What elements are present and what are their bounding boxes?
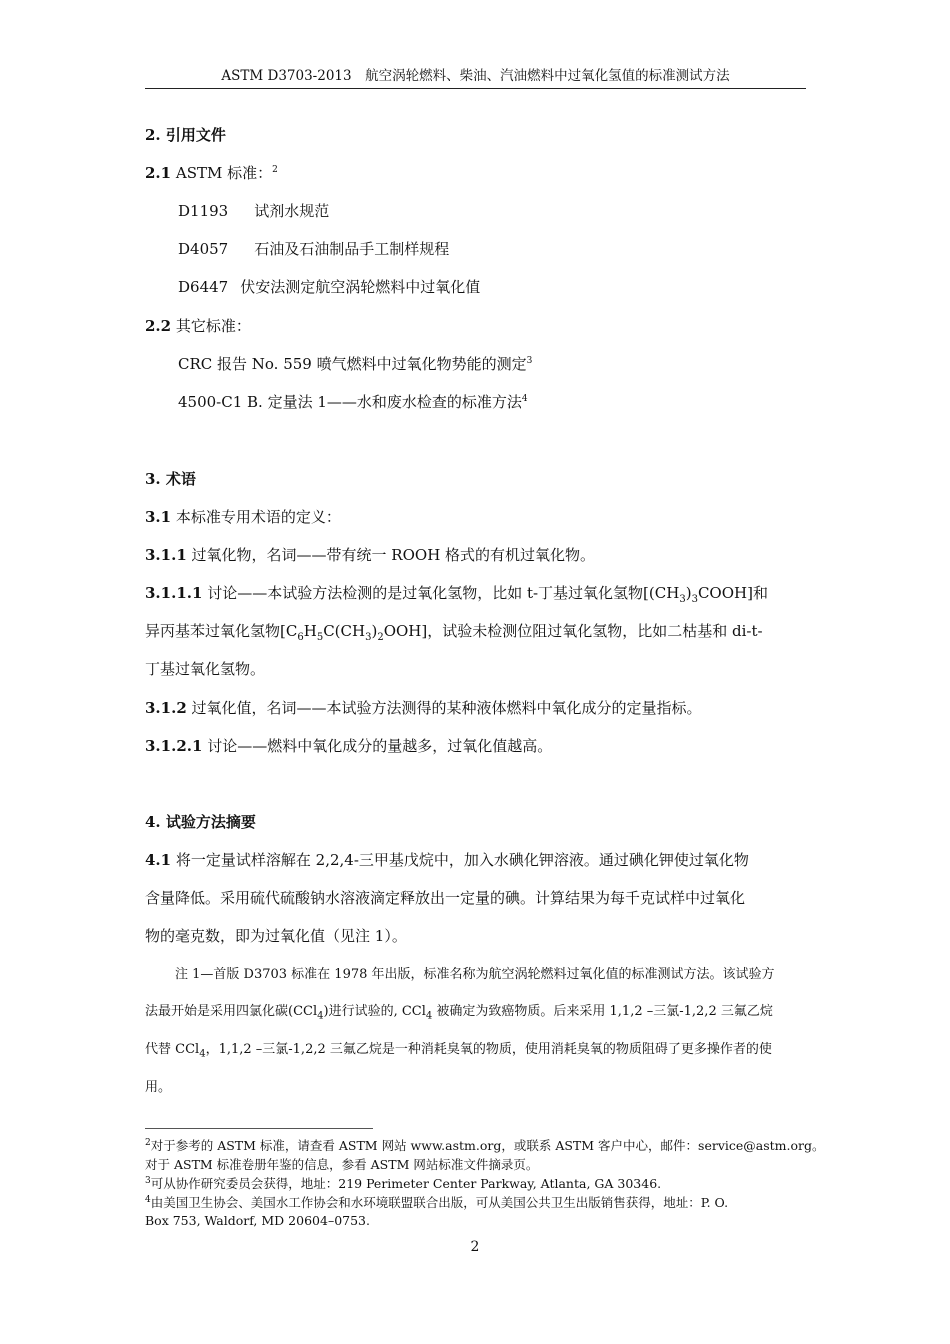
note-1-line1: 注 1—首版 D3703 标准在 1978 年出版，标准名称为航空涡轮燃料过氧化值的标准测试方法。该试验方 [175, 967, 775, 982]
running-header: ASTM D3703-2013 航空涡轮燃料、柴油、汽油燃料中过氧化氢值的标准测试方法 [221, 68, 730, 84]
footnote-4-line2: Box 753, Waldorf, MD 20604–0753. [145, 1213, 370, 1228]
text-run: ) [685, 584, 692, 602]
subscript: 5 [316, 632, 324, 643]
footnote-ref: 4 [521, 394, 528, 404]
footnote-ref: 3 [526, 356, 533, 366]
clause-3-1-1-1 [145, 582, 768, 604]
text-run: 讨论——本试验方法检测的是过氧化氢物，比如 t-丁基过氧化氢物[(CH [202, 584, 680, 602]
clause-number: 3.1.2.1 [145, 737, 203, 755]
clause-text: 过氧化物，名词——带有统一 ROOH 格式的有机过氧化物。 [186, 546, 596, 564]
other-standard-text: 4500-C1 B. 定量法 1——水和废水检查的标准方法 [178, 393, 522, 411]
text-run: 法最开始是采用四氯化碳(CCl [145, 1004, 318, 1019]
clause-number: 3.1 [145, 508, 172, 526]
clause-number: 4.1 [145, 851, 172, 869]
header-rule [145, 88, 806, 89]
text-run: H [303, 622, 317, 640]
page-number: 2 [470, 1239, 480, 1255]
footnote-marker: 3 [145, 1175, 151, 1186]
footnote-text: 可从协作研究委员会获得，地址：219 Perimeter Center Parkway, Atlanta, GA 30346. [150, 1176, 662, 1191]
text-run: ) [371, 622, 378, 640]
clause-4-1-line2: 含量降低。采用硫代硫酸钠水溶液滴定释放出一定量的碘。计算结果为每千克试样中过氧化 [145, 889, 746, 907]
ref-code: D1193 [178, 202, 229, 220]
footnote-text: 由美国卫生协会、美国水工作协会和水环境联盟联合出版，可从美国公共卫生出版销售获得，地址：P. O. [150, 1195, 729, 1210]
clause-3-1-1-1-line2 [145, 620, 763, 642]
clause-text: 本标准专用术语的定义： [171, 508, 341, 526]
clause-3-1-2 [145, 697, 702, 719]
footnote-2-line2: 对于 ASTM 标准卷册年鉴的信息，参看 ASTM 网站标准文件摘录页。 [145, 1157, 539, 1172]
text-run: OOH]，试验未检测位阻过氧化氢物，比如二枯基和 di-t- [383, 622, 763, 640]
subscript: 3 [679, 594, 686, 605]
subscript: 3 [691, 594, 698, 605]
text-run: C(CH [323, 622, 366, 640]
section-2-heading: 2. 引用文件 [145, 126, 226, 144]
clause-text: 讨论——燃料中氧化成分的量越多，过氧化值越高。 [202, 737, 553, 755]
section-4-heading: 4. 试验方法摘要 [145, 813, 256, 831]
footnote-marker: 4 [145, 1194, 151, 1205]
clause-number: 2.2 [145, 317, 172, 335]
text-run: 将一定量试样溶解在 2,2,4-三甲基戊烷中，加入水碘化钾溶液。通过碘化钾使过氧化物 [171, 851, 749, 869]
clause-number: 3.1.1 [145, 546, 187, 564]
footnote-2 [145, 1137, 825, 1155]
note-1-line3 [145, 1039, 772, 1061]
subscript: 6 [297, 632, 304, 643]
subscript: 4 [425, 1010, 433, 1022]
ref-title: 石油及石油制品手工制样规程 [254, 240, 450, 258]
subscript: 4 [317, 1010, 324, 1022]
note-1-line2 [145, 1001, 773, 1023]
clause-4-1-line3: 物的毫克数，即为过氧化值（见注 1）。 [145, 927, 407, 945]
text-run: 被确定为致癌物质。后来采用 1,1,2 –三氯-1,2,2 三氟乙烷 [432, 1004, 773, 1019]
text-run: 代替 CCl [145, 1042, 200, 1057]
clause-3-1-1 [145, 544, 595, 566]
clause-3-1-1-1-line3: 丁基过氧化氢物。 [145, 660, 266, 678]
clause-2-2 [145, 315, 251, 337]
ref-item [178, 238, 449, 260]
clause-text: 过氧化值，名词——本试验方法测得的某种液体燃料中氧化成分的定量指标。 [186, 699, 702, 717]
other-standard-text: CRC 报告 No. 559 喷气燃料中过氧化物势能的测定 [178, 355, 527, 373]
other-standard-item [178, 391, 528, 413]
clause-number: 3.1.1.1 [145, 584, 203, 602]
subscript: 3 [365, 632, 372, 643]
ref-item [178, 276, 480, 298]
other-standard-item [178, 353, 532, 375]
clause-3-1-2-1 [145, 735, 552, 757]
ref-item [178, 200, 329, 222]
clause-number: 2.1 [145, 164, 172, 182]
subscript: 2 [377, 632, 384, 643]
clause-2-1 [145, 162, 278, 184]
text-run: COOH]和 [697, 584, 768, 602]
ref-title: 伏安法测定航空涡轮燃料中过氧化值 [240, 278, 481, 296]
ref-title: 试剂水规范 [254, 202, 330, 220]
ref-code: D6447 [178, 278, 229, 296]
clause-3-1 [145, 506, 341, 528]
section-3-heading: 3. 术语 [145, 470, 196, 488]
footnote-ref: 2 [272, 165, 278, 175]
clause-text: ASTM 标准： [171, 164, 273, 182]
note-1-line4: 用。 [145, 1080, 172, 1095]
footnote-4 [145, 1194, 728, 1212]
footnote-text: 对于参考的 ASTM 标准，请查看 ASTM 网站 www.astm.org，或联系 ASTM 客户中心，邮件：service@astm.org。 [150, 1138, 825, 1153]
footnote-marker: 2 [145, 1137, 151, 1148]
footnote-rule [145, 1128, 373, 1129]
text-run: ，1,1,2 –三氯-1,2,2 三氟乙烷是一种消耗臭氧的物质，使用消耗臭氧的物质阻碍了更多操作者的使 [205, 1042, 772, 1057]
text-run: 异丙基苯过氧化氢物[C [145, 622, 298, 640]
footnote-3 [145, 1175, 661, 1193]
clause-text: 其它标准： [171, 317, 251, 335]
subscript: 4 [199, 1048, 206, 1060]
clause-4-1 [145, 849, 749, 871]
clause-number: 3.1.2 [145, 699, 187, 717]
ref-code: D4057 [178, 240, 229, 258]
text-run: )进行试验的, CCl [323, 1004, 426, 1019]
